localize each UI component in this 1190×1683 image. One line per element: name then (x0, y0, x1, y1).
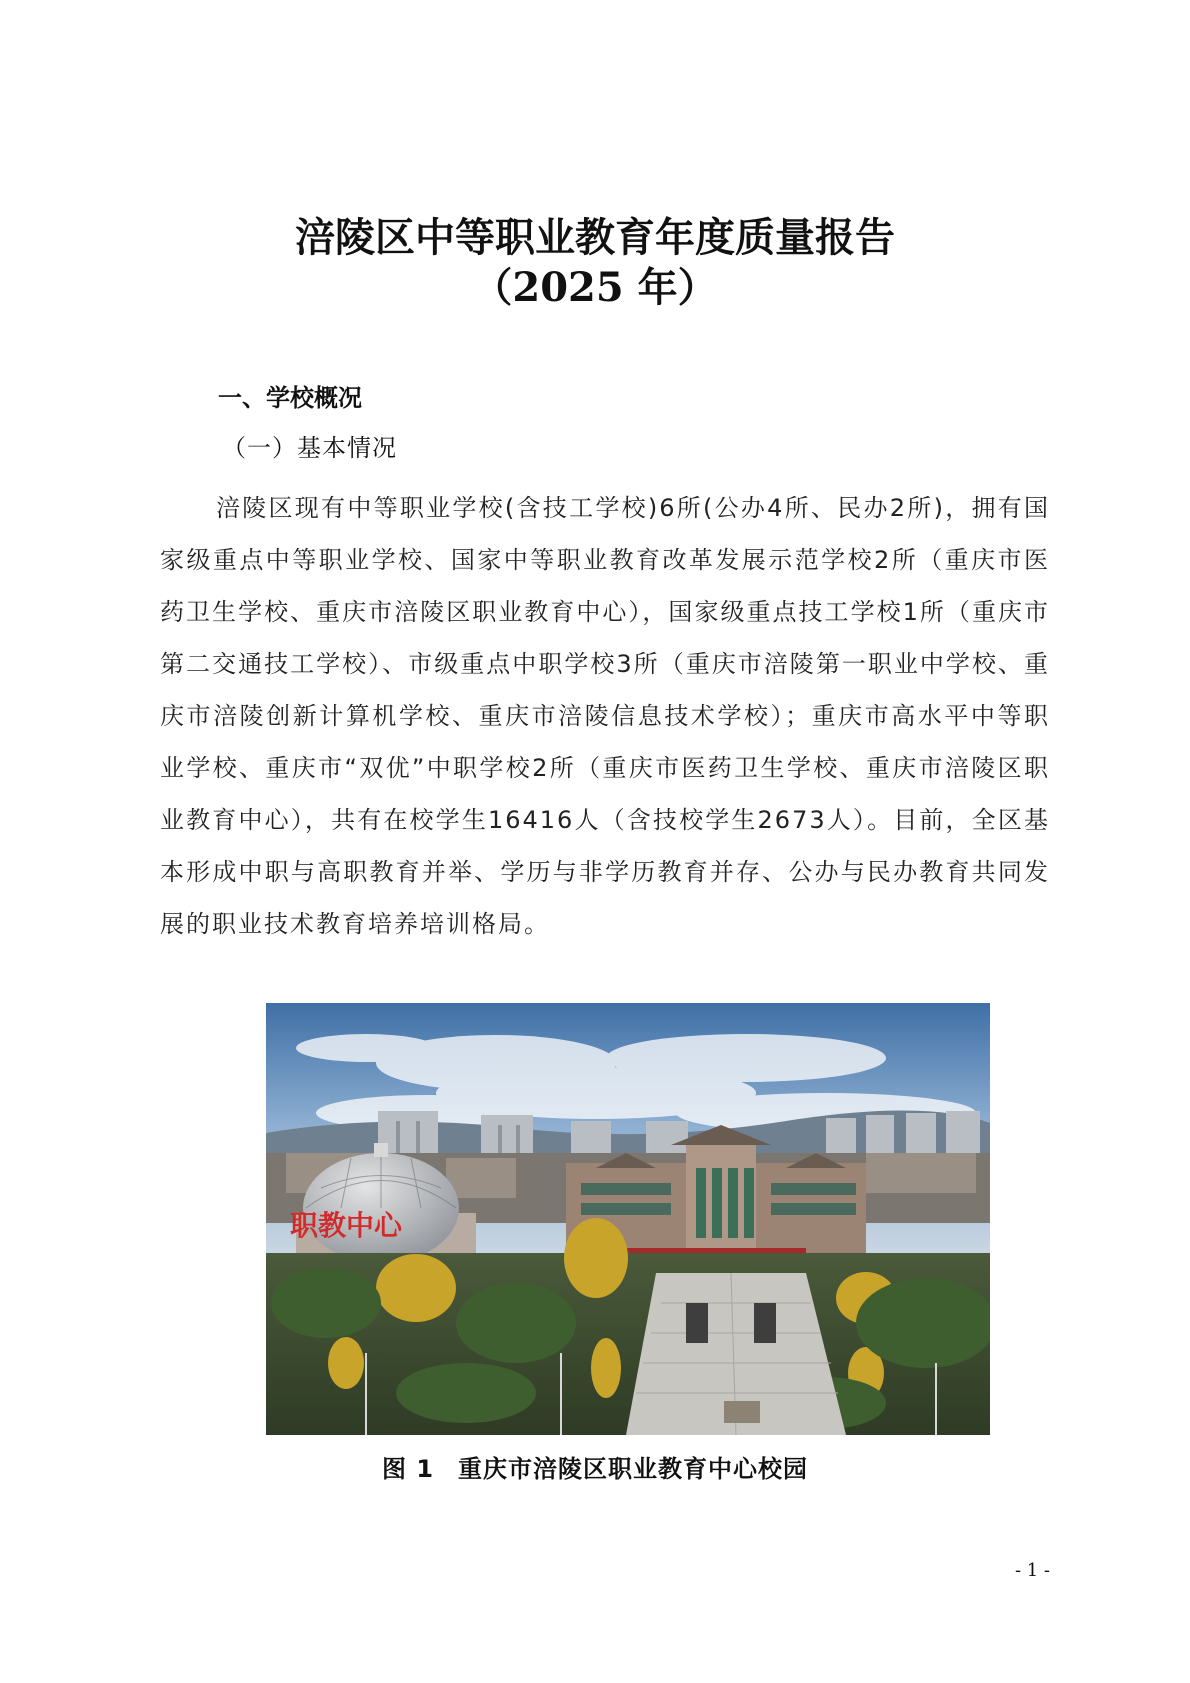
campus-sign-text: 职教中心 (290, 1209, 403, 1242)
document-year: （2025 年） (472, 264, 718, 311)
campus-photo (266, 1003, 990, 1435)
body-paragraph: 涪陵区现有中等职业学校(含技工学校)6所(公办4所、民办2所)，拥有国家级重点中等职业学校、国家中等职业教育改革发展示范学校2所（重庆市医药卫生学校、重庆市涪陵区职业教育中心），国家级重点技工学校1所（重庆市第二交通技工学校）、市级重点中职学校3所（重庆市涪陵第一职业中学校、重庆市涪陵创新计算机学校、重庆市涪陵信息技术学校）；重庆市高水平中等职业学校、重庆市“双优”中职学校2所（重庆市医药卫生学校、重庆市涪陵区职业教育中心），共有在校学生16416人（含技校学生2673人）。目前，全区基本形成中职与高职教育并举、学历与非学历教育并存、公办与民办教育共同发展的职业技术教育培养培训格局。 (160, 494, 1050, 938)
figure-caption (0, 1452, 1190, 1486)
document-title: 涪陵区中等职业教育年度质量报告 (295, 214, 895, 261)
figure-caption-text: 重庆市涪陵区职业教育中心校园 (458, 1455, 809, 1483)
subsection-heading: （一）基本情况 (222, 434, 397, 462)
page-number: - 1 - (1014, 1560, 1050, 1581)
section-heading: 一、学校概况 (218, 384, 362, 412)
figure-number: 图 1 (381, 1455, 435, 1483)
